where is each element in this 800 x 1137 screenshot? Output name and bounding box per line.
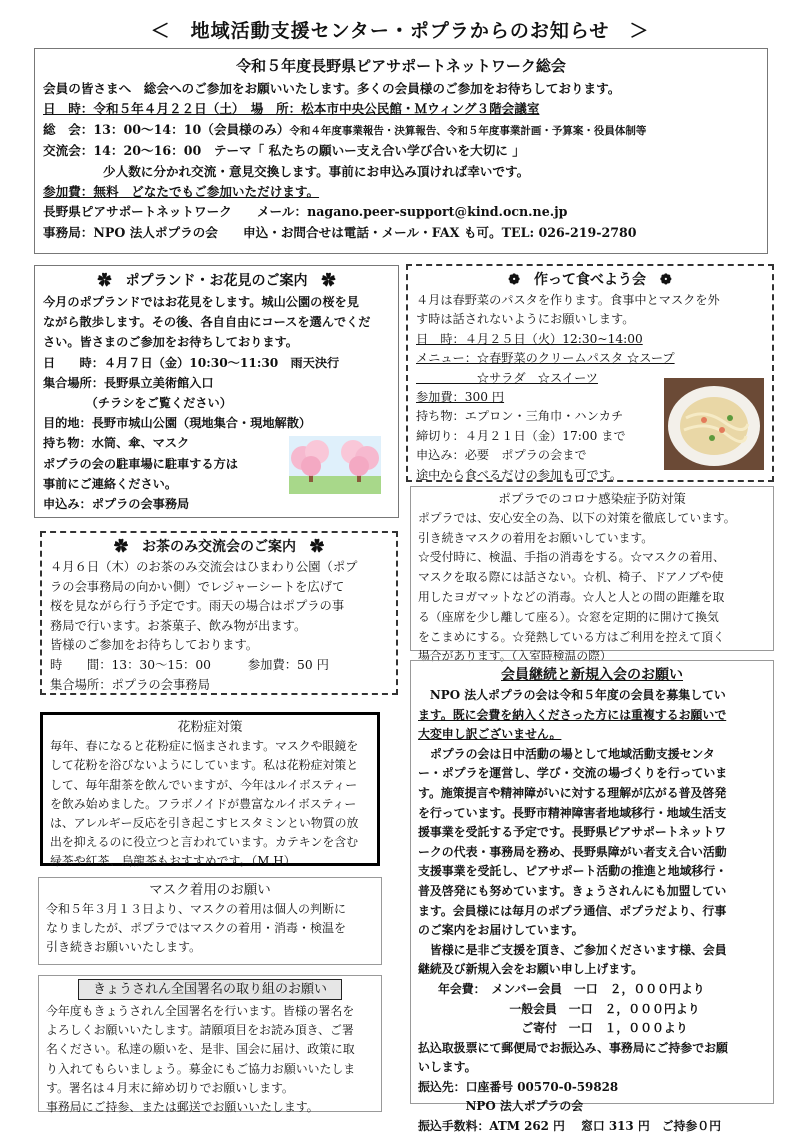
hanami-line: 日 時：４月７日（金）10:30～11:30 雨天決行 — [43, 355, 340, 370]
corona-line: ☆受付時に、検温、手指の消毒をする。☆マスクの着用、 — [418, 550, 725, 565]
membership-fee-line: 一般会員 一口 ２，０００円より — [438, 1001, 700, 1016]
tea-line: 皆様のご参加をお待ちしております。 — [50, 638, 259, 653]
mask-line: 令和５年３月１３日より、マスクの着用は個人の判断に — [46, 902, 347, 916]
membership-line: す。施策提言や精神障がいに対する理解が広がる普及啓発 — [418, 785, 727, 800]
kyousaren-title: きょうされん全国署名の取り組のお願い — [78, 979, 342, 1000]
tea-line: 時 間：13：30～15：00 参加費：50 円 — [50, 657, 329, 672]
hanami-line: さい。皆さまのご参加をお待ちしております。 — [43, 335, 298, 350]
membership-payment-line: いします。 — [418, 1060, 477, 1075]
general-meeting-fee: 参加費：無料 どなたでもご参加いただけます。 — [43, 184, 320, 200]
membership-payment-line: 払込取扱票にて郵便局でお振込み、事務局にご持参でお願 — [418, 1040, 728, 1055]
membership-line: 普及啓発にも努めています。きょうされんにも加盟してい — [418, 883, 727, 898]
membership-fee-line: 年会費： メンバー会員 一口 ２，０００円より — [438, 981, 705, 996]
cooking-line: 参加費：300 円 — [416, 390, 505, 405]
kyousaren-signature-box — [38, 975, 382, 1115]
hanami-line: ながら散歩します。その後、各自自由にコースを選んでくだ — [43, 315, 371, 330]
general-meeting-title: 令和５年度長野県ピアサポートネットワーク総会 — [236, 57, 566, 75]
cooking-line: メニュー：☆春野菜のクリームパスタ ☆スープ — [416, 351, 675, 366]
general-meeting-session — [43, 120, 759, 141]
membership-line: を行っています。長野市精神障害者地域移行・地域生活支 — [418, 805, 727, 820]
corona-line: 用したヨガマットなどの消毒。☆人と人との間の距離を取 — [418, 589, 725, 604]
kyousaren-line: 事務局にご持参、または郵送でお願いいたします。 — [46, 1100, 319, 1115]
session-main: 総 会：13：00～14：10（会員様のみ） — [43, 121, 290, 137]
membership-line: 大変申し訳ございません。 — [418, 727, 562, 742]
cooking-line: 途中から食べるだけの参加も可です。 — [416, 467, 623, 482]
kyousaren-line: 名ください。私達の願いを、是非、国会に届け、政策に取 — [46, 1042, 355, 1057]
tea-line: 桜を見ながら行う予定です。雨天の場合はポプラの事 — [50, 599, 345, 614]
membership-line: NPO 法人ポプラの会は令和５年度の会員を募集してい — [418, 688, 726, 702]
corona-prevention-box — [410, 486, 774, 664]
cooking-line: 日 時：４月２５日（火）12:30~14:00 — [416, 331, 643, 346]
cooking-line: ☆サラダ ☆スイーツ — [416, 370, 598, 385]
membership-title: 会員継続と新規入会のお願い — [501, 667, 683, 683]
tea-line: 務局で行います。お茶菓子、飲み物が出ます。 — [50, 618, 307, 633]
membership-box — [410, 660, 774, 1134]
cooking-box — [406, 264, 774, 482]
membership-line: ー・ポプラを運営し、学び・交流の場づくりを行っていま — [418, 766, 728, 781]
general-meeting-exchange-note: 少人数に分かれ交流・意見交換します。事前にお申込み頂ければ幸いです。 — [103, 163, 530, 179]
hanami-line: 目的地：長野市城山公園（現地集合・現地解散） — [43, 416, 312, 431]
membership-line: ポプラの会は日中活動の場として地域活動支援センタ — [418, 746, 715, 761]
tea-meeting-box — [40, 531, 398, 695]
hanami-line: 集合場所：長野県立美術館入口 — [43, 375, 214, 390]
hanami-box — [34, 265, 399, 518]
hanami-line: （チラシをご覧ください） — [43, 396, 232, 411]
general-meeting-office: 事務局：NPO 法人ポプラの会 申込・お問合せは電話・メール・FAX も可。TEL: 026-219-2780 — [43, 224, 637, 240]
tea-title: ✿ お茶のみ交流会のご案内 ✿ — [114, 539, 324, 555]
tea-line: ラの会事務局の向かい側）でレジャーシートを広げて — [50, 579, 345, 594]
membership-payment-line: 振込手数料：ATM 262 円 窓口 313 円 ご持参０円 — [418, 1119, 722, 1134]
membership-line: 継続及び新規入会をお願い申し上げます。 — [418, 962, 643, 977]
corona-line: 場合があります。（入室時検温の際） — [418, 649, 612, 664]
general-meeting-datetime: 日 時：令和５年４月２２日（土） 場 所：松本市中央公民館・Ｍウィング３階会議室 — [43, 101, 540, 117]
pollen-line: を飲み始めました。フラボノイドが豊富なルイボスティー — [50, 796, 357, 811]
membership-line: ます。既に会費を納入くださった方には重複するお願いで — [418, 707, 727, 722]
cooking-line: ４月は春野菜のパスタを作ります。食事中とマスクを外 — [416, 293, 720, 307]
hanami-line: 申込み：ポプラの会事務局 — [43, 497, 190, 512]
kyousaren-line: よろしくお願いいたします。請願項目をお読み頂き、ご署 — [46, 1023, 354, 1038]
membership-line: 援事業を受託する予定です。長野県ピアサポートネットワ — [418, 825, 727, 840]
membership-payment-line: 振込先：口座番号 00570-0-59828 — [418, 1079, 619, 1094]
pollen-line: して花粉を浴びないようにしています。私は花粉症対策と — [50, 758, 359, 773]
general-meeting-intro: 会員の皆さまへ 総会へのご参加をお願いいたします。多くの会員様のご参加をお待ちしております。 — [43, 81, 621, 96]
tea-line: 集合場所：ポプラの会事務局 — [50, 677, 210, 692]
membership-line: のご案内をお届けしています。 — [418, 923, 584, 938]
corona-line: る（座席を少し離して座る）。☆窓を定期的に開けて換気 — [418, 609, 719, 624]
hanami-line: 持ち物：水筒、傘、マスク — [43, 436, 190, 451]
general-meeting-exchange: 交流会：14：20～16：00 テーマ「 私たちの願いー支え合い学び合いを大切に 」 — [43, 143, 525, 159]
cooking-line: す時は話されないようにお願いします。 — [416, 312, 635, 327]
pollen-title: 花粉症対策 — [177, 720, 243, 735]
pollen-allergy-box — [40, 712, 380, 869]
pollen-line: は、アレルギー反応を引き起こすヒスタミンとい物質の放 — [50, 816, 359, 831]
kyousaren-line: す。署名は４月末に締め切りでお願いします。 — [46, 1080, 294, 1095]
cherry-blossom-illustration — [289, 436, 381, 494]
kyousaren-line: り入れてもらいましょう。募金にもご協力お願いいたしま — [46, 1061, 356, 1076]
pollen-line: 出を抑えるのに役立つと言われています。カテキンを含む — [50, 835, 359, 850]
session-agenda: 令和４年度事業報告・決算報告、令和５年度事業計画・予算案・役員体制等 — [289, 124, 647, 137]
corona-line: マスクを取る際には話さない。☆机、椅子、ドアノブや使 — [418, 570, 724, 585]
page-heading: ＜ 地域活動支援センター・ポプラからのお知らせ ＞ — [150, 20, 650, 42]
membership-line: ます。会員様には毎月のポプラ通信、ポプラだより、行事 — [418, 903, 727, 918]
mask-request-box — [38, 877, 382, 965]
cooking-line: 持ち物：エプロン・三角巾・ハンカチ — [416, 409, 624, 424]
pollen-line: 毎年、春になると花粉症に悩まされます。マスクや眼鏡を — [50, 739, 359, 754]
membership-fee-line: ご寄付 一口 １，０００より — [438, 1021, 688, 1036]
tea-line: ４月６日（木）のお茶のみ交流会はひまわり公園（ポプ — [50, 560, 358, 574]
corona-title: ポプラでのコロナ感染症予防対策 — [498, 491, 686, 506]
corona-line: 引き続きマスクの着用をお願いしています。 — [418, 530, 653, 545]
general-meeting-box — [34, 48, 768, 254]
mask-line: 引き続きお願いいたします。 — [46, 940, 202, 954]
cooking-title: ❁ 作って食べよう会 ❁ — [508, 272, 672, 288]
hanami-line: 事前にご連絡ください。 — [43, 476, 178, 491]
cooking-line: 締切り：４月２１日（金）17:00 まで — [416, 428, 626, 443]
hanami-line: ポプラの会の駐車場に駐車する方は — [43, 456, 238, 471]
pollen-line: して、毎年甜茶を飲んでいますが、今年はルイボスティー — [50, 777, 358, 792]
mask-title: マスク着用のお願い — [149, 882, 271, 898]
mask-line: なりましたが、ポプラではマスクの着用・消毒・検温を — [46, 921, 347, 935]
kyousaren-line: 今年度もきょうされん全国署名を行います。皆様の署名を — [46, 1004, 355, 1018]
pollen-line: 緑茶や紅茶、烏龍茶もおすすめです。（M.H） — [50, 854, 296, 869]
cream-pasta-photo — [664, 378, 764, 470]
membership-line: 支援事業を受託し、ピアサポート活動の推進と地域移行・ — [418, 864, 728, 879]
corona-line: をこまめにする。☆発熱している方はご利用を控えて頂く — [418, 629, 725, 644]
membership-line: ークの代表・事務局を務め、長野県障がい者支え合い活動 — [418, 844, 727, 859]
corona-line: ポプラでは、安心安全の為、以下の対策を徹底しています。 — [418, 510, 736, 525]
membership-line: 皆様に是非ご支援を頂き、ご参加くださいます様、会員 — [418, 942, 727, 957]
membership-payment-line: NPO 法人ポプラの会 — [418, 1099, 584, 1114]
hanami-line: 今月のポプランドではお花見をします。城山公園の桜を見 — [43, 295, 359, 309]
cooking-line: 申込み：必要 ポプラの会まで — [416, 448, 587, 463]
hanami-title: ✿ ポプランド・お花見のご案内 ✿ — [97, 273, 336, 289]
general-meeting-org: 長野県ピアサポートネットワーク メール：nagano.peer-support@kind.ocn.ne.jp — [43, 204, 568, 220]
